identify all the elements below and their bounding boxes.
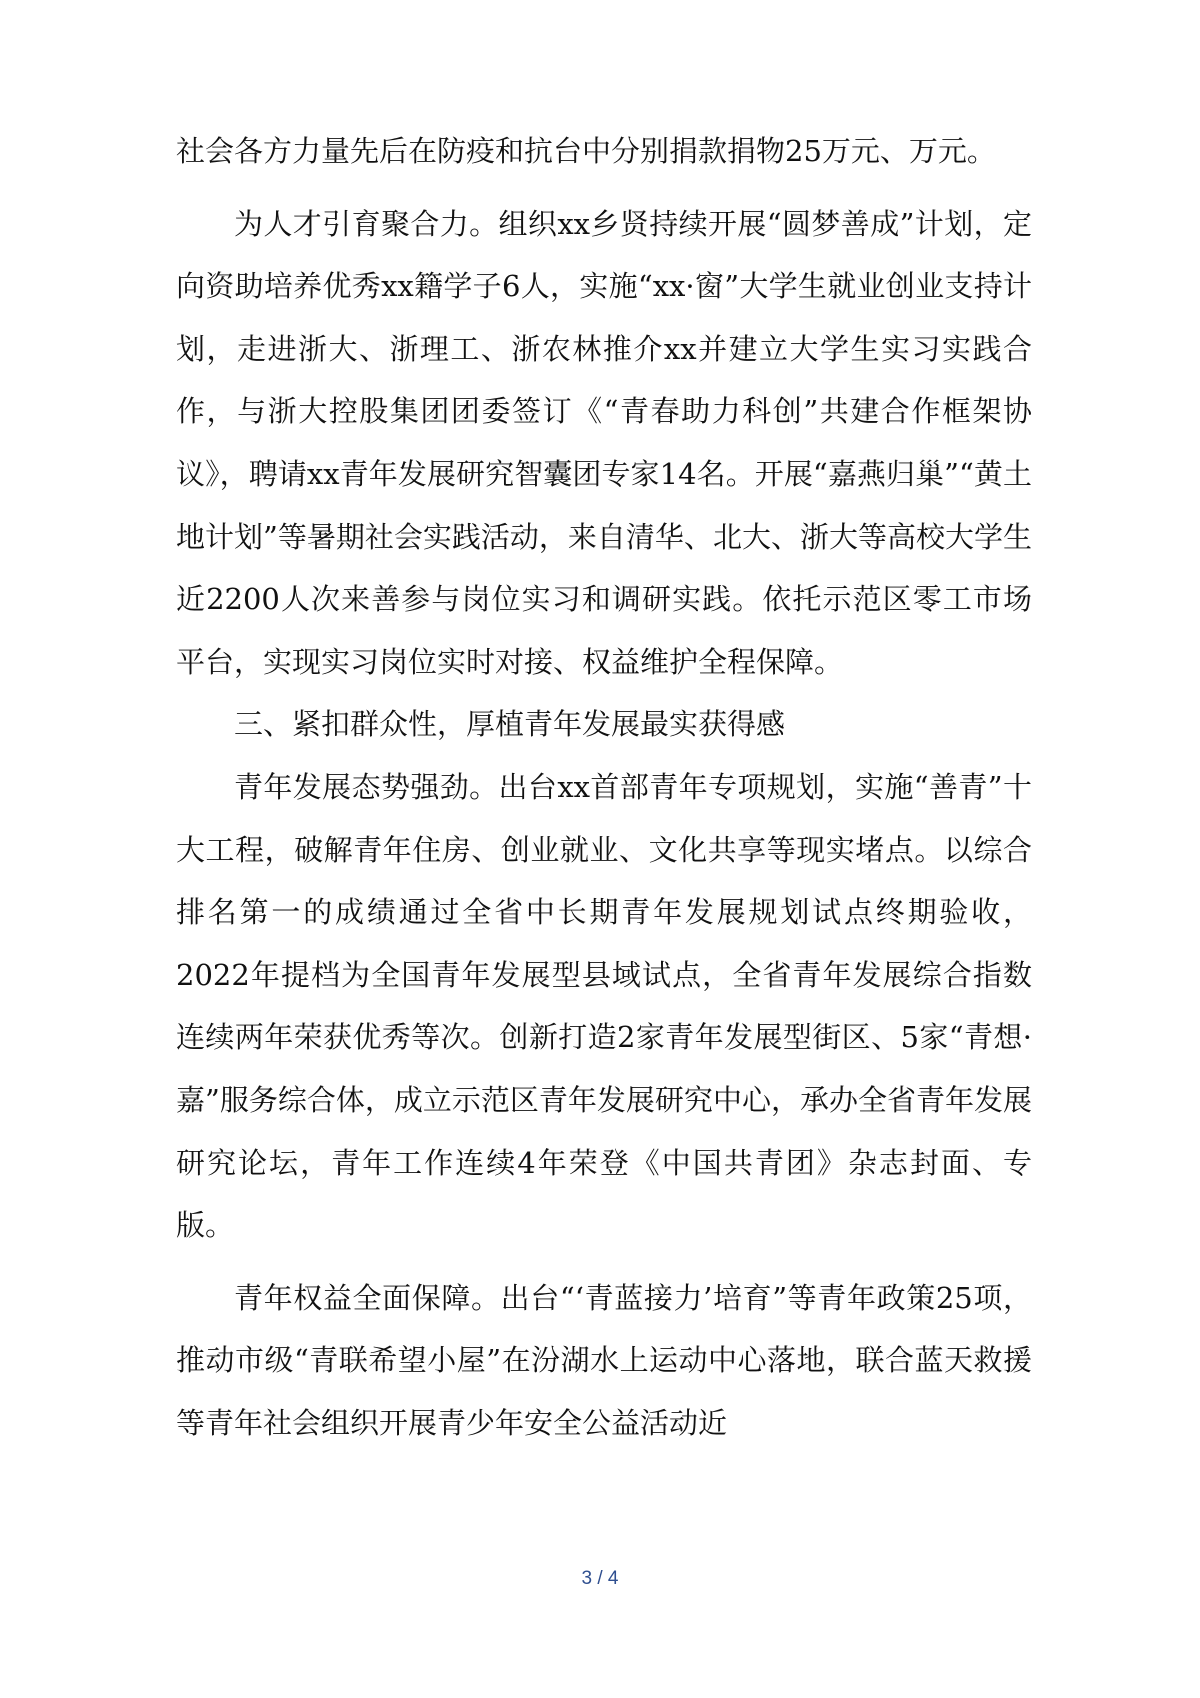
paragraph-donations: 社会各方力量先后在防疫和抗台中分别捐款捐物25万元、万元。 [176, 134, 996, 168]
document-body [176, 120, 1032, 1454]
paragraph-youth-development: 青年发展态势强劲。出台xx首部青年专项规划，实施“善青”十大工程，破解青年住房、创业就业、文化共享等现实堵点。以综合排名第一的成绩通过全省中长期青年发展规划试点终期验收，2022年提档为全国青年发展型县域试点，全省青年发展综合指数连续两年荣获优秀等次。创新打造2家青年发展型街区、5家“青想·嘉”服务综合体，成立示范区青年发展研究中心，承办全省青年发展研究论坛，青年工作连续4年荣登《中国共青团》杂志封面、专版。 [176, 769, 1032, 1243]
page-number: 3 / 4 [581, 1568, 619, 1589]
section-heading-three: 三、紧扣群众性，厚植青年发展最实获得感 [234, 707, 786, 742]
paragraph-youth-rights: 青年权益全面保障。出台“‘青蓝接力’培育”等青年政策25项，推动市级“青联希望小屋”在汾湖水上运动中心落地，联合蓝天救援等青年社会组织开展青少年安全公益活动近 [176, 1280, 1032, 1440]
paragraph-talent: 为人才引育聚合力。组织xx乡贤持续开展“圆梦善成”计划，定向资助培养优秀xx籍学子6人，实施“xx·窗”大学生就业创业支持计划，走进浙大、浙理工、浙农林推介xx并建立大学生实习实践合作，与浙大控股集团团委签订《“青春助力科创”共建合作框架协议》，聘请xx青年发展研究智囊团专家14名。开展“嘉燕归巢”“黄土地计划”等暑期社会实践活动，来自清华、北大、浙大等高校大学生近2200人次来善参与岗位实习和调研实践。依托示范区零工市场平台，实现实习岗位实时对接、权益维护全程保障。 [176, 206, 1032, 679]
